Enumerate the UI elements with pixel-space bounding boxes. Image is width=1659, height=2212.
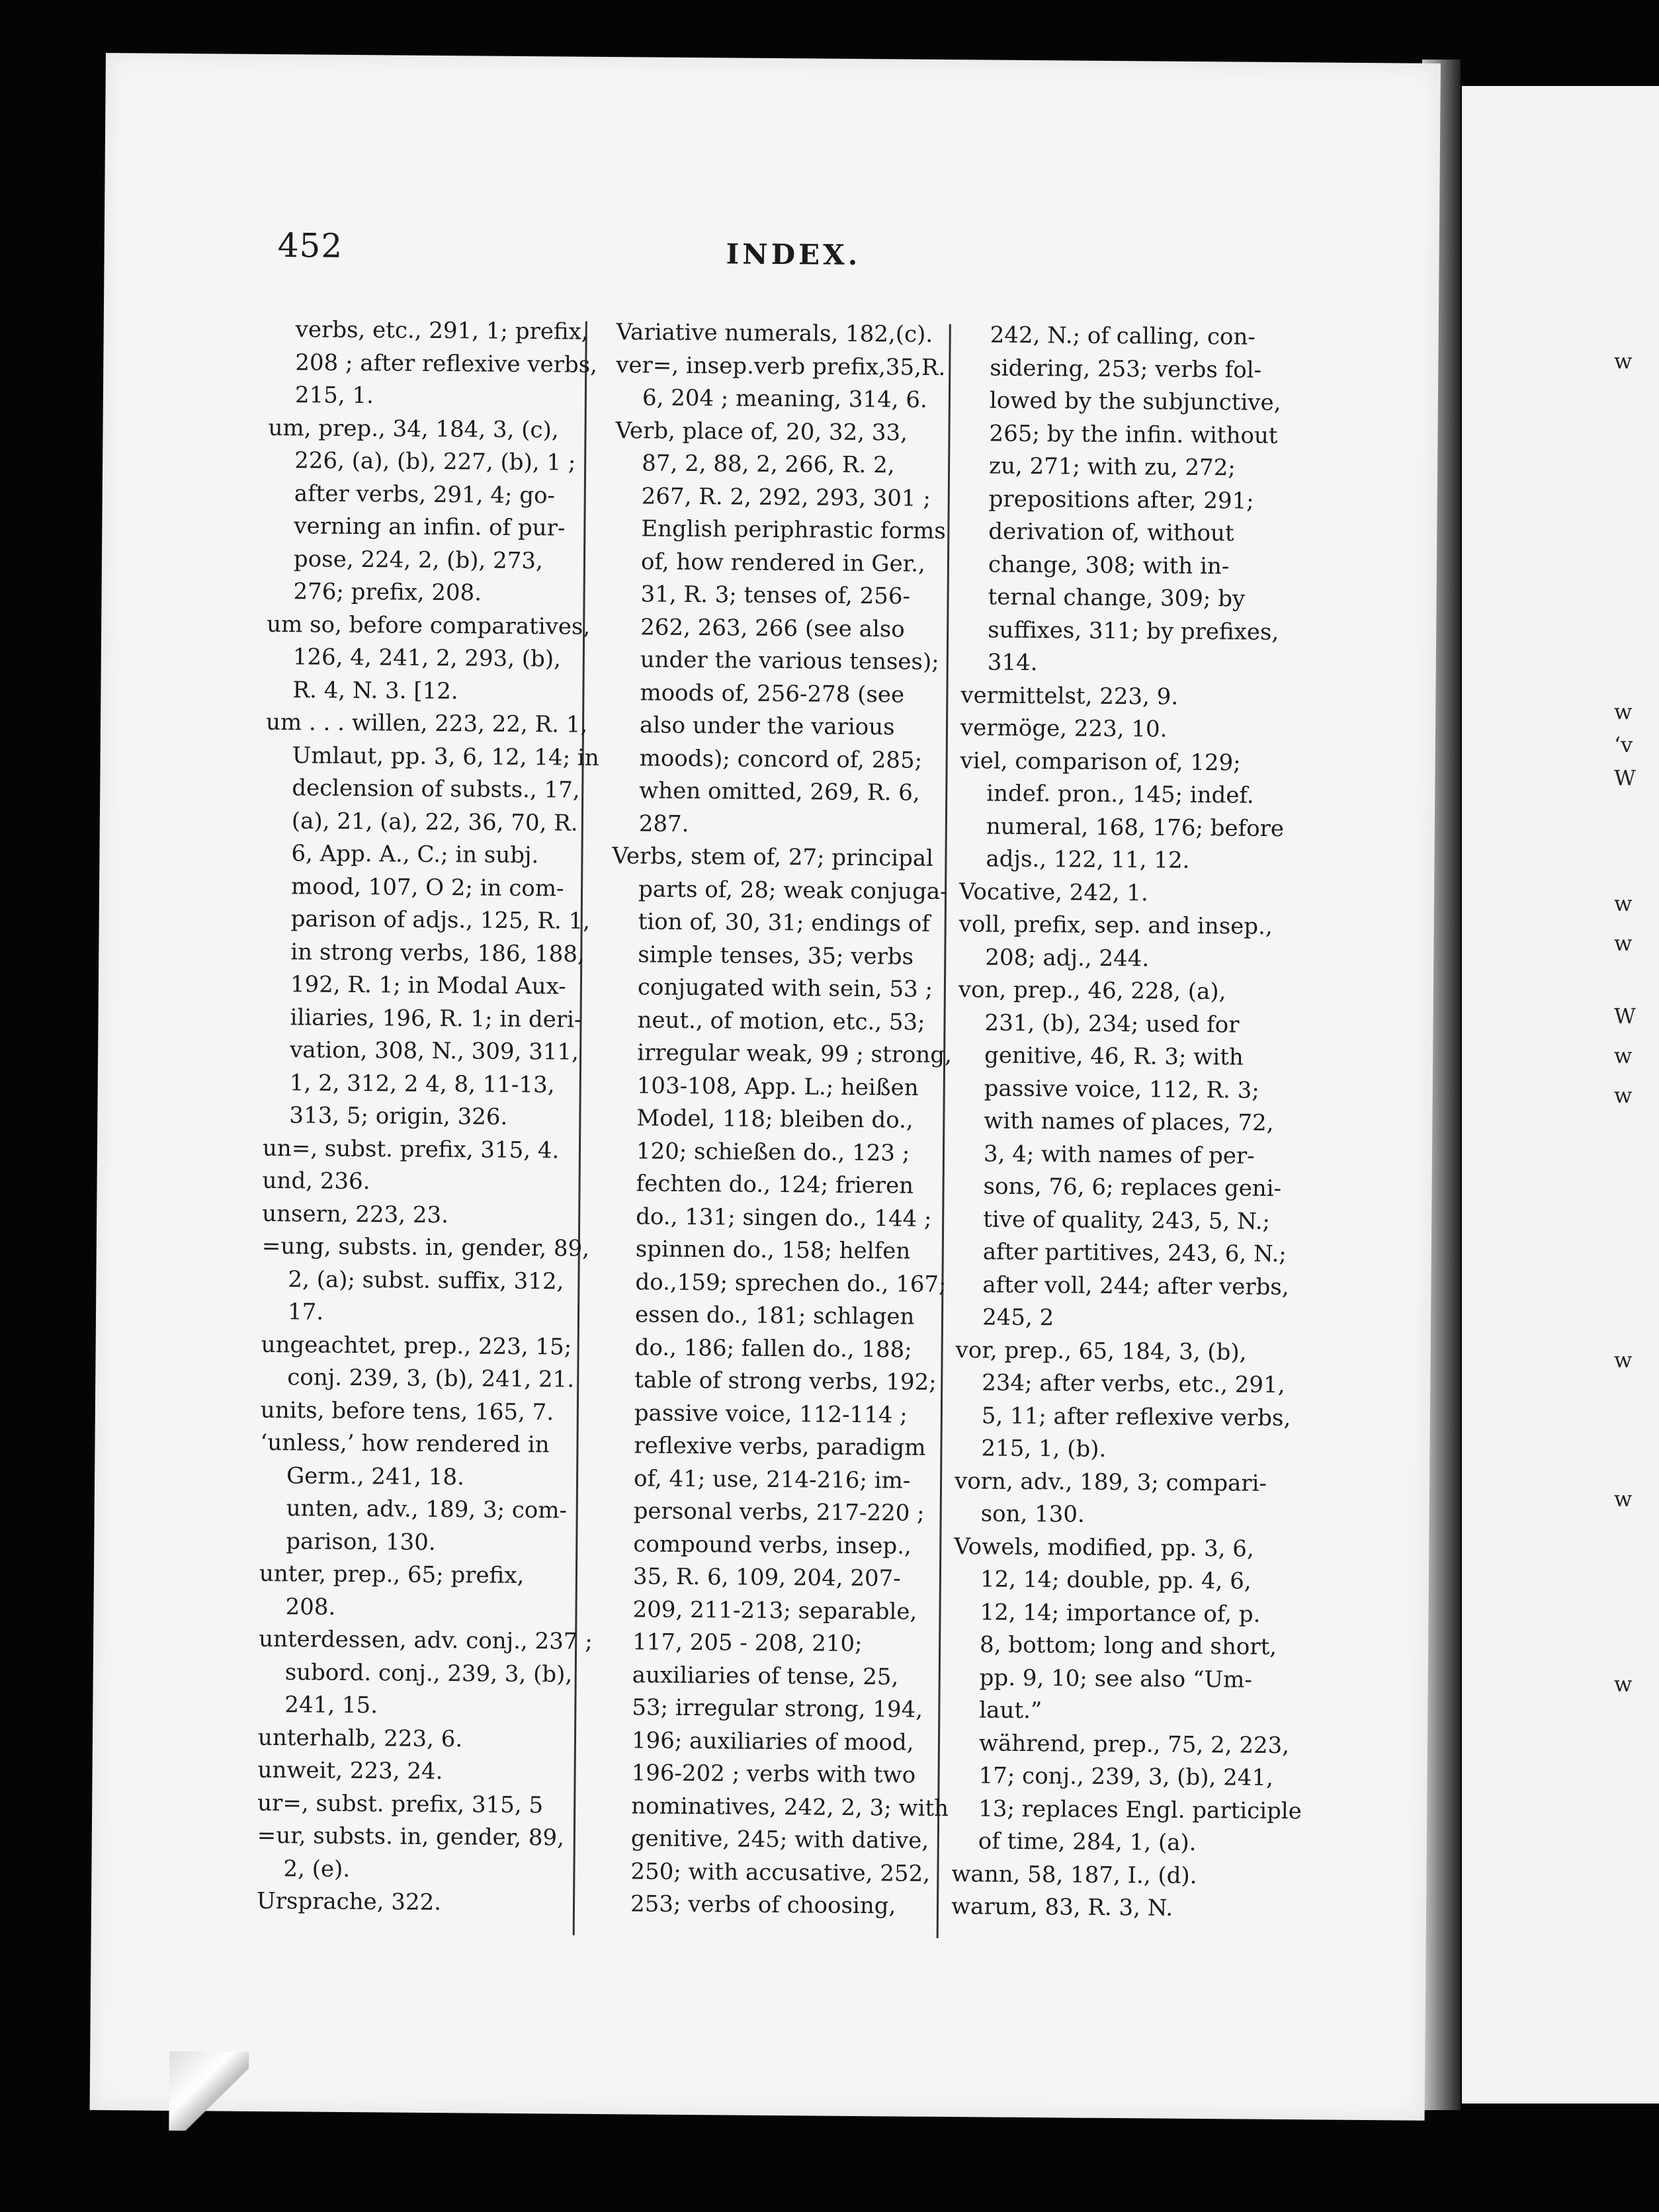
index-line: pose, 224, 2, (b), 273, [293, 545, 543, 574]
index-line: ver=, insep.verb prefix,35,R. [616, 351, 946, 381]
margin-fragment: w [1614, 699, 1633, 724]
index-line: table of strong verbs, 192; [634, 1367, 937, 1396]
index-line: 8, bottom; long and short, [979, 1631, 1277, 1660]
index-line: 120; schießen do., 123 ; [636, 1137, 910, 1167]
index-line: 215, 1. [294, 382, 374, 409]
index-line: 17; conj., 239, 3, (b), 241, [978, 1762, 1274, 1791]
index-line: numeral, 168, 176; before [986, 812, 1285, 842]
index-line: warum, 83, R. 3, N. [951, 1893, 1173, 1922]
index-line: change, 308; with in- [988, 551, 1230, 579]
index-line: verning an infin. of pur- [294, 513, 566, 542]
index-line: Model, 118; bleiben do., [636, 1105, 914, 1134]
index-line: in strong verbs, 186, 188, [290, 938, 585, 968]
index-line: R. 4, N. 3. [12. [292, 676, 458, 704]
index-line: und, 236. [262, 1167, 370, 1195]
index-line: subord. conj., 239, 3, (b), [284, 1658, 573, 1688]
index-line: son, 130. [980, 1500, 1085, 1528]
margin-fragment: ‘v [1614, 732, 1633, 757]
index-line: Ursprache, 322. [256, 1887, 442, 1916]
index-line: do.,159; sprechen do., 167; [635, 1268, 947, 1298]
index-line: 196; auxiliaries of mood, [631, 1726, 914, 1756]
index-line: 208; adj., 244. [985, 943, 1150, 972]
index-line: under the various tenses); [640, 646, 939, 675]
index-line: passive voice, 112-114 ; [634, 1399, 908, 1429]
index-line: 276; prefix, 208. [293, 578, 482, 607]
index-line: 209, 211-213; separable, [632, 1595, 917, 1625]
index-line: Vocative, 242, 1. [958, 878, 1148, 906]
index-line: unsern, 223, 23. [262, 1200, 449, 1228]
index-line: 253; verbs of choosing, [630, 1891, 896, 1920]
index-line: conjugated with sein, 53 ; [637, 974, 933, 1003]
index-line: vation, 308, N., 309, 311, [290, 1037, 579, 1066]
index-line: Germ., 241, 18. [286, 1462, 465, 1490]
margin-fragment: w [1614, 1347, 1633, 1373]
index-line: genitive, 245; with dative, [630, 1825, 929, 1854]
index-line: parison, 130. [286, 1527, 436, 1556]
index-line: lowed by the subjunctive, [989, 387, 1281, 416]
index-line: 208. [285, 1593, 336, 1621]
index-line: um so, before comparatives, [267, 611, 591, 640]
index-line: when omitted, 269, R. 6, [639, 777, 920, 806]
index-line: vermittelst, 223, 9. [960, 681, 1179, 710]
index-line: ur=, subst. prefix, 315, 5 [257, 1789, 544, 1818]
index-page [90, 53, 1441, 2121]
index-line: 314. [987, 649, 1038, 677]
index-line: passive voice, 112, R. 3; [984, 1074, 1259, 1104]
index-line: ternal change, 309; by [988, 583, 1246, 613]
index-line: 53; irregular strong, 194, [632, 1694, 923, 1723]
page-number: 452 [277, 226, 343, 265]
index-line: unten, adv., 189, 3; com- [286, 1495, 568, 1524]
index-line: do., 186; fallen do., 188; [634, 1334, 912, 1363]
index-line: (a), 21, (a), 22, 36, 70, R. [291, 807, 578, 837]
index-line: 1, 2, 312, 2 4, 8, 11-13, [289, 1069, 555, 1098]
index-line: 215, 1, (b). [981, 1435, 1107, 1463]
index-line: verbs, etc., 291, 1; prefix, [295, 316, 589, 345]
index-line: derivation of, without [988, 518, 1234, 547]
index-line: Variative numerals, 182,(c). [616, 319, 933, 348]
index-line: neut., of motion, etc., 53; [637, 1006, 925, 1036]
index-line: voll, prefix, sep. and insep., [958, 911, 1273, 940]
index-line: 287. [638, 810, 689, 837]
index-line: 5, 11; after reflexive verbs, [981, 1402, 1291, 1431]
index-line: während, prep., 75, 2, 223, [978, 1729, 1290, 1759]
index-line: 3, 4; with names of per- [983, 1140, 1255, 1170]
index-line: moods of, 256-278 (see [640, 679, 905, 708]
index-line: 234; after verbs, etc., 291, [982, 1369, 1285, 1399]
index-line: Verb, place of, 20, 32, 33, [615, 417, 908, 447]
index-line: sons, 76, 6; replaces geni- [983, 1173, 1282, 1203]
index-line: after partitives, 243, 6, N.; [982, 1238, 1287, 1268]
index-line: 126, 4, 241, 2, 293, (b), [292, 644, 562, 673]
margin-fragment: w [1614, 1083, 1633, 1108]
index-line: 241, 15. [284, 1691, 378, 1719]
index-line: viel, comparison of, 129; [960, 747, 1241, 777]
index-line: ungeachtet, prep., 223, 15; [261, 1331, 572, 1361]
index-line: tion of, 30, 31; endings of [638, 908, 931, 937]
index-line: reflexive verbs, paradigm [634, 1432, 926, 1461]
index-line: 245, 2 [982, 1304, 1054, 1332]
index-column-3 [951, 319, 1334, 1926]
margin-fragment: w [1614, 931, 1633, 956]
index-line: 35, R. 6, 109, 204, 207- [632, 1563, 901, 1592]
index-line: after voll, 244; after verbs, [982, 1271, 1289, 1300]
index-line: simple tenses, 35; verbs [638, 941, 914, 970]
index-line: mood, 107, O 2; in com- [290, 872, 564, 902]
index-line: prepositions after, 291; [988, 486, 1254, 515]
index-line: iliaries, 196, R. 1; in deri- [290, 1003, 582, 1033]
index-line: 13; replaces Engl. participle [978, 1795, 1302, 1824]
margin-fragment: w [1614, 891, 1633, 916]
index-line: pp. 9, 10; see also “Um- [979, 1664, 1252, 1693]
index-line: parts of, 28; weak conjuga- [638, 875, 948, 905]
index-line: 12, 14; double, pp. 4, 6, [980, 1566, 1252, 1595]
index-line: wann, 58, 187, I., (d). [951, 1860, 1197, 1889]
index-line: do., 131; singen do., 144 ; [636, 1203, 932, 1232]
index-line: 208 ; after reflexive verbs, [295, 349, 598, 378]
index-line: tive of quality, 243, 5, N.; [983, 1205, 1271, 1235]
margin-fragment: w [1614, 1672, 1633, 1697]
index-line: of, 41; use, 214-216; im- [633, 1465, 911, 1494]
index-line: fechten do., 124; frieren [636, 1170, 914, 1199]
index-line: 231, (b), 234; used for [984, 1009, 1240, 1039]
index-line: un=, subst. prefix, 315, 4. [262, 1134, 560, 1164]
index-line: unterdessen, adv. conj., 237 ; [259, 1625, 593, 1655]
index-line: of, how rendered in Ger., [640, 548, 925, 577]
index-line: 31, R. 3; tenses of, 256- [640, 581, 911, 610]
index-line: unterhalb, 223, 6. [257, 1724, 463, 1752]
index-line: 117, 205 - 208, 210; [632, 1629, 863, 1658]
margin-fragment: W [1614, 1003, 1636, 1029]
index-line: =ur, substs. in, gender, 89, [257, 1822, 565, 1851]
page-corner-fold [169, 2051, 249, 2131]
index-line: unweit, 223, 24. [257, 1756, 443, 1785]
index-line: Umlaut, pp. 3, 6, 12, 14; in [292, 742, 599, 771]
index-line: compound verbs, insep., [633, 1530, 912, 1560]
index-line: 242, N.; of calling, con- [990, 321, 1255, 351]
index-line: suffixes, 311; by prefixes, [988, 616, 1279, 646]
index-line: of time, 284, 1, (a). [978, 1828, 1197, 1857]
index-line: Verbs, stem of, 27; principal [612, 843, 934, 872]
index-line: 17. [287, 1298, 324, 1326]
index-line: 267, R. 2, 292, 293, 301 ; [641, 482, 931, 512]
index-line: vermöge, 223, 10. [960, 714, 1168, 743]
index-line: zu, 271; with zu, 272; [988, 452, 1236, 482]
index-line: auxiliaries of tense, 25, [632, 1661, 899, 1690]
index-line: =ung, substs. in, gender, 89, [261, 1232, 590, 1262]
index-line: um . . . willen, 223, 22, R. 1, [265, 708, 588, 738]
margin-fragment: w [1614, 1486, 1633, 1511]
index-line: with names of places, 72, [984, 1107, 1274, 1136]
index-line: unter, prep., 65; prefix, [259, 1560, 525, 1590]
margin-fragment: w [1614, 349, 1633, 374]
index-line: 265; by the infin. without [989, 420, 1278, 449]
index-line: um, prep., 34, 184, 3, (c), [268, 414, 559, 443]
index-line: 250; with accusative, 252, [630, 1857, 931, 1887]
index-line: 6, 204 ; meaning, 314, 6. [642, 384, 927, 413]
index-line: moods); concord of, 285; [639, 744, 923, 774]
index-line: essen do., 181; schlagen [634, 1301, 915, 1330]
index-line: personal verbs, 217-220 ; [633, 1498, 925, 1527]
index-line: 226, (a), (b), 227, (b), 1 ; [294, 447, 576, 476]
index-line: also under the various [639, 712, 895, 741]
index-line: genitive, 46, R. 3; with [984, 1042, 1244, 1071]
index-line: 196-202 ; verbs with two [631, 1760, 916, 1789]
index-line: indef. pron., 145; indef. [986, 780, 1254, 809]
index-line: Vowels, modified, pp. 3, 6, [954, 1533, 1254, 1562]
running-title: INDEX. [726, 237, 861, 271]
index-line: 87, 2, 88, 2, 266, R. 2, [641, 450, 895, 479]
index-line: irregular weak, 99 ; strong, [636, 1039, 953, 1069]
index-line: 262, 263, 266 (see also [640, 613, 905, 643]
index-line: units, before tens, 165, 7. [260, 1396, 554, 1425]
margin-fragment: W [1614, 765, 1636, 790]
index-line: vorn, adv., 189, 3; compari- [954, 1467, 1267, 1497]
margin-fragment: w [1614, 1043, 1633, 1068]
index-line: 313, 5; origin, 326. [289, 1102, 508, 1130]
index-line: after verbs, 291, 4; go- [294, 480, 556, 509]
index-line: ‘unless,’ how rendered in [260, 1429, 550, 1459]
index-line: sidering, 253; verbs fol- [990, 355, 1262, 384]
index-line: nominatives, 242, 2, 3; with [631, 1792, 949, 1822]
index-line: von, prep., 46, 228, (a), [958, 976, 1226, 1005]
index-line: spinnen do., 158; helfen [635, 1236, 911, 1265]
index-line: English periphrastic forms [641, 515, 946, 544]
index-line: laut.” [979, 1697, 1042, 1724]
index-line: adjs., 122, 11, 12. [986, 845, 1190, 874]
index-line: declension of substs., 17, [292, 775, 580, 804]
index-line: 2, (e). [283, 1855, 351, 1883]
index-line: 192, R. 1; in Modal Aux- [290, 971, 566, 1000]
index-line: 2, (a); subst. suffix, 312, [288, 1265, 564, 1295]
index-line: 12, 14; importance of, p. [980, 1598, 1261, 1628]
index-line: conj. 239, 3, (b), 241, 21. [287, 1364, 575, 1393]
index-line: vor, prep., 65, 184, 3, (b), [955, 1336, 1247, 1366]
index-line: parison of adjs., 125, R. 1, [290, 906, 591, 935]
index-line: 103-108, App. L.; heißen [636, 1072, 919, 1101]
index-line: 6, App. A., C.; in subj. [291, 840, 539, 869]
index-column-2 [604, 316, 977, 1924]
